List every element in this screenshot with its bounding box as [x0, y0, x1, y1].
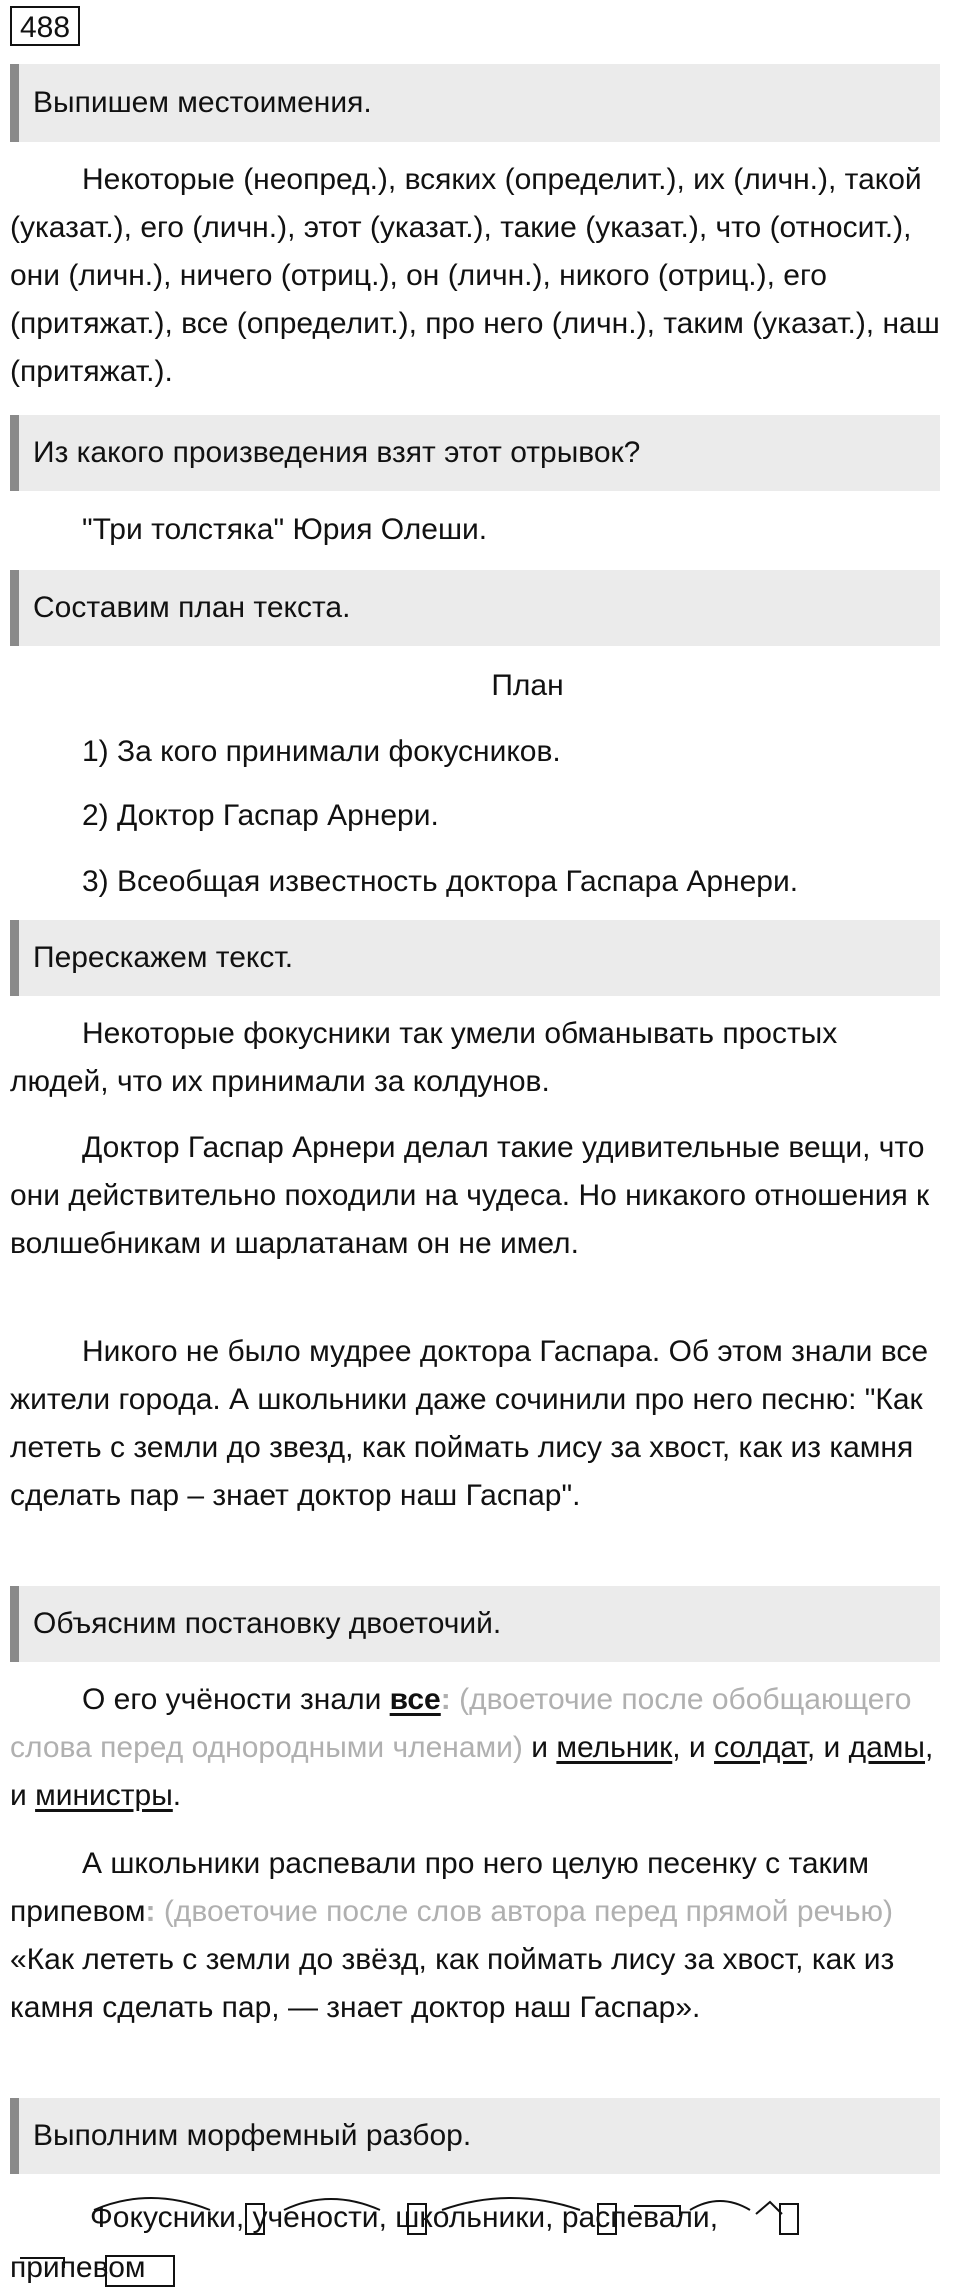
section-heading-plan: Составим план текста.	[10, 570, 940, 646]
colon-mark: :	[440, 1683, 451, 1716]
ending-box	[780, 2204, 798, 2234]
sentence-text: , и	[10, 1731, 934, 1812]
explanation-note: (двоеточие после обобщающего слова перед однородными членами)	[10, 1683, 912, 1764]
exercise-number: 488	[10, 6, 80, 46]
sentence-text: О его учёности знали	[82, 1683, 390, 1716]
morpheme-word: припевом	[10, 2251, 146, 2284]
homogeneous-member: мельник	[556, 1731, 673, 1764]
colon-explanation-2	[10, 1840, 940, 2032]
retell-paragraph-1: Некоторые фокусники так умели обманывать простых людей, что их принимали за колдунов.	[10, 1017, 838, 1098]
colon-explanation-1	[10, 1676, 940, 1820]
morpheme-analysis	[10, 2180, 940, 2290]
morpheme-word: распевали	[561, 2201, 710, 2234]
morpheme-word: школьники	[395, 2201, 546, 2234]
source-text: "Три толстяка" Юрия Олеши.	[82, 513, 488, 546]
homogeneous-member: солдат	[714, 1731, 807, 1764]
retell-paragraph-2: Доктор Гаспар Арнери делал такие удивительные вещи, что они действительно походили на чудеса. Но никакого отношения к волшебникам и шарлатанам он не имел.	[10, 1131, 930, 1260]
colon-mark: :	[145, 1895, 156, 1928]
plan-item-2: 2) Доктор Гаспар Арнери.	[82, 799, 439, 832]
plan-item-1: 1) За кого принимали фокусников.	[82, 735, 561, 768]
direct-speech: «Как лететь с земли до звёзд, как поймать лису за хвост, как из камня сделать пар, — знает доктор наш Гаспар».	[10, 1943, 895, 2024]
section-heading-morpheme: Выполним морфемный разбор.	[10, 2098, 940, 2174]
morpheme-word: Фокусники	[90, 2201, 236, 2234]
pronouns-text: Некоторые (неопред.), всяких (определит.), их (личн.), такой (указат.), его (личн.), этот (указат.), такие (указат.), что (относит.), они (личн.), ничего (отриц.), он (личн.), никого (отриц.), его (притяжат.), все (определит.), про него (личн.), таким (указат.), наш (притяжат.).	[10, 163, 940, 388]
morpheme-words-row-1	[90, 2198, 718, 2238]
section-heading-retell: Перескажем текст.	[10, 920, 940, 996]
section-heading-source: Из какого произведения взят этот отрывок?	[10, 415, 940, 491]
explanation-note: (двоеточие после слов автора перед прямой речью)	[155, 1895, 894, 1928]
sentence-text: , и	[672, 1731, 715, 1764]
plan-title: План	[491, 669, 564, 702]
suffix-mark	[756, 2202, 782, 2214]
separator: ,	[235, 2201, 253, 2234]
homogeneous-member: министры	[35, 1779, 173, 1812]
homogeneous-member: дамы	[848, 1731, 925, 1764]
sentence-text: и	[522, 1731, 557, 1764]
sentence-text: , и	[806, 1731, 849, 1764]
separator: ,	[545, 2201, 562, 2234]
plan-item-3: 3) Всеобщая известность доктора Гаспара Арнери.	[82, 865, 799, 898]
sentence-text: .	[172, 1779, 182, 1812]
retell-paragraph-3: Никого не было мудрее доктора Гаспара. Об этом знали все жители города. А школьники даже сочинили про него песню: "Как лететь с земли до звезд, как поймать лису за хвост, как из камня сделать пар – знает доктор наш Гаспар".	[10, 1335, 929, 1512]
separator: ,	[378, 2201, 396, 2234]
section-heading-colons: Объясним постановку двоеточий.	[10, 1586, 940, 1662]
morpheme-words-row-2	[10, 2248, 146, 2288]
morpheme-word: учености	[252, 2201, 379, 2234]
separator: ,	[709, 2201, 719, 2234]
sentence-text: А школьники распевали про него целую песенку с таким припевом	[10, 1847, 870, 1928]
generalizing-word: все	[389, 1683, 441, 1716]
section-heading-pronouns: Выпишем местоимения.	[10, 64, 940, 142]
